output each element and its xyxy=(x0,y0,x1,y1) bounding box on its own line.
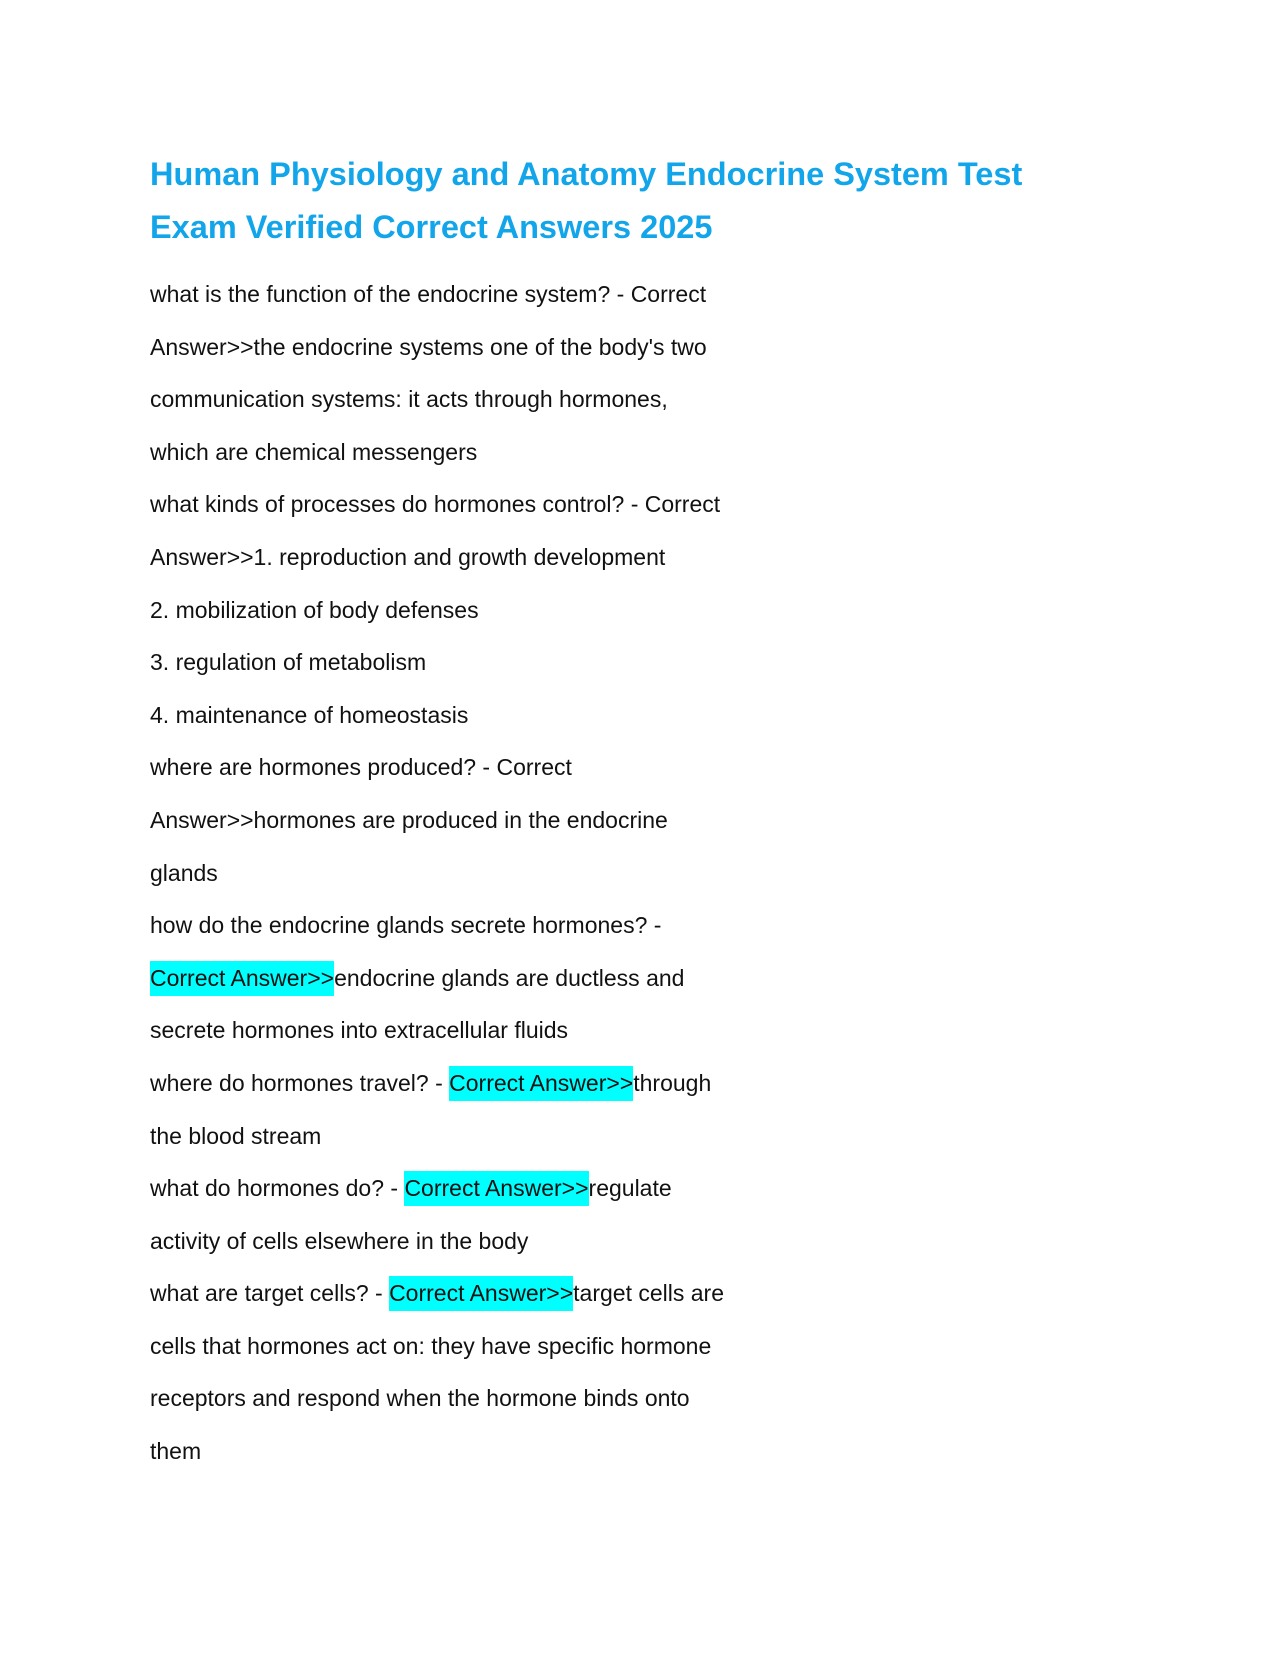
text-segment: cells that hormones act on: they have specific hormone xyxy=(150,1332,712,1359)
text-line xyxy=(150,1215,850,1268)
text-segment: 3. regulation of metabolism xyxy=(150,649,427,676)
text-line xyxy=(150,1372,850,1425)
text-segment: which are chemical messengers xyxy=(150,438,478,465)
text-line xyxy=(150,1110,850,1163)
text-line xyxy=(150,1004,850,1057)
text-line xyxy=(150,952,850,1005)
text-segment: where do hormones travel? - xyxy=(150,1069,450,1096)
text-segment: Answer>>1. reproduction and growth development xyxy=(150,543,666,570)
text-segment: activity of cells elsewhere in the body xyxy=(150,1227,529,1254)
text-segment: what is the function of the endocrine system? - Correct xyxy=(150,281,707,307)
document-body xyxy=(150,268,850,1478)
text-line xyxy=(150,794,850,847)
text-segment: them xyxy=(150,1438,202,1465)
text-segment: 4. maintenance of homeostasis xyxy=(150,701,469,728)
text-segment: endocrine glands are ductless and xyxy=(334,964,685,991)
document-title xyxy=(150,148,1150,254)
text-line xyxy=(150,426,850,479)
highlighted-answer-label: Correct Answer>> xyxy=(150,961,334,996)
text-line xyxy=(150,847,850,900)
text-line xyxy=(150,1162,850,1215)
text-segment: regulate xyxy=(588,1175,672,1202)
text-segment: what do hormones do? - xyxy=(150,1175,405,1202)
title-line-2: Exam Verified Correct Answers 2025 xyxy=(150,209,713,245)
text-segment: the blood stream xyxy=(150,1122,322,1149)
text-line xyxy=(150,478,850,531)
text-line xyxy=(150,1057,850,1110)
text-line xyxy=(150,636,850,689)
text-segment: target cells are xyxy=(573,1280,725,1307)
text-segment: where are hormones produced? - Correct xyxy=(150,754,572,781)
text-line xyxy=(150,689,850,742)
text-line xyxy=(150,584,850,637)
title-line-1: Human Physiology and Anatomy Endocrine System Test xyxy=(150,156,1023,192)
text-segment: Answer>>the endocrine systems one of the body's two xyxy=(150,333,707,360)
text-line xyxy=(150,1425,850,1478)
highlighted-answer-label: Correct Answer>> xyxy=(449,1066,633,1101)
text-segment: how do the endocrine glands secrete hormones? - xyxy=(150,912,662,939)
highlighted-answer-label: Correct Answer>> xyxy=(404,1171,588,1206)
text-line xyxy=(150,373,850,426)
text-line xyxy=(150,531,850,584)
text-line xyxy=(150,899,850,952)
text-segment: through xyxy=(633,1069,712,1096)
text-line xyxy=(150,321,850,374)
highlighted-answer-label: Correct Answer>> xyxy=(389,1276,573,1311)
text-line xyxy=(150,268,850,321)
text-segment: Answer>>hormones are produced in the endocrine xyxy=(150,806,668,833)
text-line xyxy=(150,1267,850,1320)
text-segment: what kinds of processes do hormones control? - Correct xyxy=(150,491,721,518)
text-segment: glands xyxy=(150,859,218,886)
text-line xyxy=(150,741,850,794)
text-segment: 2. mobilization of body defenses xyxy=(150,596,479,623)
text-segment: what are target cells? - xyxy=(150,1280,390,1307)
text-segment: secrete hormones into extracellular fluids xyxy=(150,1017,569,1044)
text-line xyxy=(150,1320,850,1373)
text-segment: receptors and respond when the hormone binds onto xyxy=(150,1385,690,1412)
text-segment: communication systems: it acts through hormones, xyxy=(150,386,668,413)
